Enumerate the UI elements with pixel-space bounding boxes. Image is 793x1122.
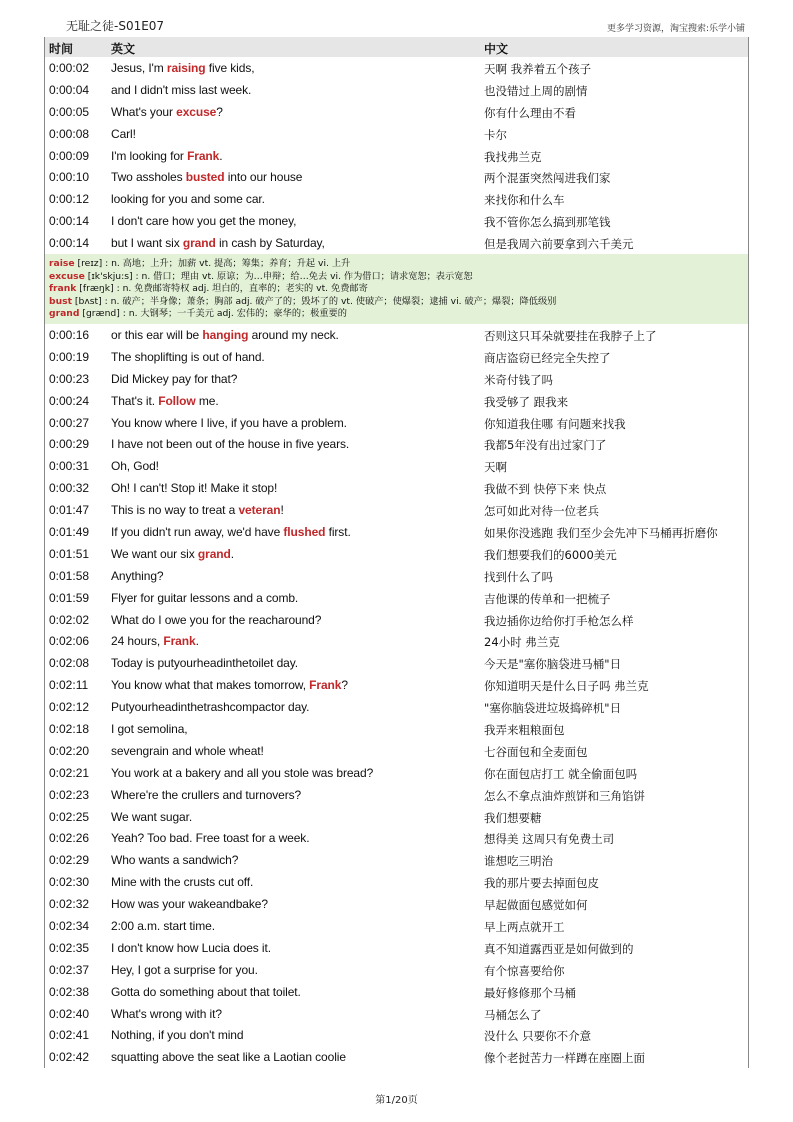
vocab-definition: [fræŋk] : n. 免费邮寄特权 adj. 坦白的，直率的；老实的 vt. 免费邮寄 [76, 283, 368, 295]
time-cell: 0:00:14 [49, 236, 90, 251]
english-text: and I didn't miss last week. [111, 82, 252, 97]
column-header-chinese: 中文 [484, 42, 509, 56]
time-cell: 0:01:58 [49, 568, 90, 583]
english-text: Nothing, if you don't mind [111, 1028, 244, 1043]
table-row [45, 1024, 748, 1046]
english-text: I'm looking for [111, 148, 188, 163]
time-cell: 0:02:26 [49, 831, 90, 846]
chinese-cell: 七谷面包和全麦面包 [484, 744, 588, 759]
table-row [45, 565, 748, 587]
english-cell [111, 481, 277, 495]
english-cell [111, 875, 253, 889]
english-cell [111, 810, 192, 824]
keyword-highlight: hanging [202, 327, 249, 342]
table-row [45, 521, 748, 543]
time-cell: 0:00:12 [49, 192, 90, 207]
english-text: The shoplifting is out of hand. [111, 349, 265, 364]
chinese-cell: 我们想要糖 [484, 810, 542, 825]
english-text: Two assholes [111, 170, 186, 185]
keyword-highlight: busted [185, 170, 225, 185]
english-cell [111, 656, 298, 670]
english-cell [111, 503, 284, 517]
table-row [45, 1046, 748, 1068]
time-cell: 0:02:23 [49, 787, 90, 802]
time-cell: 0:02:02 [49, 612, 90, 627]
english-cell [111, 985, 301, 999]
time-cell: 0:00:09 [49, 148, 90, 163]
keyword-highlight: Frank [187, 148, 220, 163]
chinese-cell: 怎可如此对待一位老兵 [484, 504, 599, 519]
table-row [45, 674, 748, 696]
time-cell: 0:01:51 [49, 546, 90, 561]
time-cell: 0:02:12 [49, 700, 90, 715]
english-text: into our house [224, 170, 303, 185]
time-cell: 0:01:59 [49, 590, 90, 605]
time-cell: 0:02:11 [49, 678, 89, 693]
time-cell: 0:02:08 [49, 656, 90, 671]
table-row [45, 762, 748, 784]
keyword-highlight: Frank [309, 678, 342, 693]
english-cell [111, 170, 302, 184]
subtitle-table [44, 37, 749, 1068]
english-text: ? [341, 678, 348, 693]
english-cell [111, 328, 339, 342]
keyword-highlight: Frank [163, 634, 196, 649]
document-header-title: 无耻之徒-S01E07 [66, 19, 165, 33]
keyword-highlight: flushed [283, 525, 326, 539]
time-cell: 0:02:18 [49, 722, 90, 737]
table-row [45, 101, 748, 123]
time-cell: 0:02:25 [49, 809, 90, 824]
time-cell: 0:00:32 [49, 481, 90, 496]
table-row [45, 587, 748, 609]
time-cell: 0:00:23 [49, 371, 90, 386]
time-cell: 0:02:06 [49, 634, 90, 649]
time-cell: 0:00:29 [49, 437, 90, 452]
chinese-cell: 像个老挝苦力一样蹲在座圈上面 [484, 1051, 645, 1066]
english-text: What do I owe you for the reacharound? [111, 612, 322, 627]
english-text: me. [195, 393, 219, 408]
chinese-cell: 想得美 这周只有免费土司 [484, 832, 615, 847]
english-cell [111, 788, 301, 802]
table-row [45, 455, 748, 477]
table-row [45, 57, 748, 79]
table-rows-part1 [45, 57, 748, 254]
chinese-cell: 有个惊喜要给你 [484, 963, 565, 978]
table-row [45, 346, 748, 368]
chinese-cell: 我受够了 跟我来 [484, 394, 569, 409]
english-cell [111, 192, 265, 206]
table-row [45, 871, 748, 893]
chinese-cell: 否则这只耳朵就要挂在我脖子上了 [484, 328, 657, 343]
english-text: Anything? [111, 568, 164, 583]
vocabulary-box [45, 254, 748, 324]
english-text: Oh, God! [111, 459, 159, 474]
vocab-definition: [grænd] : n. 大钢琴；一千美元 adj. 宏伟的；豪华的；极重要的 [79, 308, 347, 320]
time-cell: 0:00:14 [49, 214, 90, 229]
table-row [45, 849, 748, 871]
english-text: Hey, I got a surprise for you. [111, 962, 258, 977]
chinese-cell: 我做不到 快停下来 快点 [484, 482, 607, 497]
chinese-cell: 你在面包店打工 就全偷面包吗 [484, 766, 638, 781]
time-cell: 0:00:31 [49, 459, 90, 474]
table-row [45, 412, 748, 434]
english-text: in cash by Saturday, [215, 236, 325, 251]
time-cell: 0:00:04 [49, 82, 90, 97]
english-text: sevengrain and whole wheat! [111, 743, 264, 758]
chinese-cell: "塞你脑袋进垃圾捣碎机"日 [484, 701, 622, 716]
english-cell [111, 722, 188, 736]
english-text: Mine with the crusts cut off. [111, 875, 254, 890]
time-cell: 0:01:49 [49, 525, 90, 539]
time-cell: 0:02:38 [49, 984, 90, 999]
chinese-cell: 米奇付钱了吗 [484, 372, 553, 387]
keyword-highlight: grand [182, 236, 216, 251]
english-cell [111, 678, 348, 692]
time-cell: 0:02:34 [49, 919, 90, 934]
english-cell [111, 853, 238, 867]
english-text: We want our six [111, 546, 198, 561]
time-cell: 0:00:05 [49, 104, 90, 119]
chinese-cell: 怎么不拿点油炸煎饼和三角馅饼 [484, 788, 645, 803]
chinese-cell: 我不管你怎么搞到那笔钱 [484, 215, 611, 230]
chinese-cell: 找到什么了吗 [484, 569, 553, 584]
time-cell: 0:02:40 [49, 1006, 90, 1021]
chinese-cell: 我们想要我们的6000美元 [484, 547, 617, 562]
english-text: I don't know how Lucia does it. [111, 940, 271, 955]
chinese-cell: 天啊 我养着五个孩子 [484, 62, 592, 76]
english-text: . [219, 148, 223, 163]
english-cell [111, 149, 222, 163]
english-text: 2:00 a.m. start time. [111, 919, 215, 934]
time-cell: 0:02:35 [49, 940, 90, 955]
english-text: What's your [111, 104, 177, 119]
english-cell [111, 941, 271, 955]
chinese-cell: 你知道我住哪 有问题来找我 [484, 416, 626, 431]
table-row [45, 477, 748, 499]
time-cell: 0:02:21 [49, 765, 90, 780]
vocab-word: bust [49, 295, 72, 307]
english-cell [111, 394, 219, 408]
english-text: Flyer for guitar lessons and a comb. [111, 590, 299, 605]
chinese-cell: 来找你和什么车 [484, 193, 565, 208]
table-row [45, 543, 748, 565]
table-row [45, 937, 748, 959]
chinese-cell: 早上两点就开工 [484, 920, 565, 935]
english-cell [111, 236, 325, 250]
table-row [45, 210, 748, 232]
english-text: You know what that makes tomorrow, [111, 678, 310, 693]
english-cell [111, 83, 251, 97]
chinese-cell: 谁想吃三明治 [484, 854, 553, 869]
english-text: looking for you and some car. [111, 192, 265, 207]
english-cell [111, 1028, 243, 1042]
english-text: I don't care how you get the money, [111, 214, 297, 229]
vocab-definition: [bʌst] : n. 破产；半身像；萧条；胸部 adj. 破产了的；毁坏了的 vt. 使破产；使爆裂；逮捕 vi. 破产；爆裂；降低级别 [71, 295, 557, 307]
english-cell [111, 1007, 222, 1021]
english-text: ? [216, 104, 223, 119]
english-cell [111, 459, 159, 473]
english-cell [111, 613, 321, 627]
english-text: I have not been out of the house in five years. [111, 437, 350, 452]
english-text: or this ear will be [111, 327, 203, 342]
english-cell [111, 569, 163, 583]
english-text: around my neck. [248, 327, 339, 342]
table-rows-part2 [45, 324, 748, 1068]
chinese-cell: 我找弗兰克 [484, 149, 542, 164]
chinese-cell: 马桶怎么了 [484, 1007, 542, 1022]
english-text: squatting above the seat like a Laotian coolie [111, 1050, 346, 1065]
time-cell: 0:02:41 [49, 1028, 90, 1043]
table-row [45, 696, 748, 718]
time-cell: 0:02:37 [49, 962, 90, 977]
keyword-highlight: grand [197, 546, 231, 561]
english-cell [111, 591, 298, 605]
table-row [45, 145, 748, 167]
english-text: We want sugar. [111, 809, 193, 824]
english-text: 24 hours, [111, 634, 164, 649]
english-cell [111, 897, 268, 911]
chinese-cell: 我弄来粗粮面包 [484, 723, 565, 738]
chinese-cell: 没什么 只要你不介意 [484, 1029, 592, 1044]
english-text: . [195, 634, 199, 649]
time-cell: 0:02:30 [49, 875, 90, 890]
time-cell: 0:00:24 [49, 393, 90, 408]
vocab-definition: [reɪz] : n. 高地；上升；加薪 vt. 提高；筹集；养育；升起 vi. 上升 [74, 258, 351, 270]
chinese-cell: 卡尔 [484, 127, 507, 142]
chinese-cell: 真不知道露西亚是如何做到的 [484, 941, 634, 956]
english-cell [111, 525, 351, 539]
english-cell [111, 744, 264, 758]
vocab-word: frank [49, 283, 77, 295]
table-row [45, 609, 748, 631]
chinese-cell: 但是我周六前要拿到六千美元 [484, 237, 634, 252]
english-cell [111, 1050, 346, 1064]
english-cell [111, 919, 215, 933]
table-row [45, 433, 748, 455]
table-row [45, 915, 748, 937]
vocab-entry [49, 283, 744, 296]
page-number: 第1/20页 [375, 1095, 418, 1106]
keyword-highlight: raising [166, 61, 206, 75]
english-text: What's wrong with it? [111, 1006, 222, 1021]
english-text: Oh! I can't! Stop it! Make it stop! [111, 481, 278, 496]
table-row [45, 806, 748, 828]
english-cell [111, 61, 254, 75]
table-row [45, 79, 748, 101]
chinese-cell: 天啊 [484, 460, 507, 475]
english-text: That's it. [111, 393, 159, 408]
english-text: first. [325, 525, 351, 539]
table-header [45, 37, 748, 57]
english-cell [111, 416, 347, 430]
time-cell: 0:02:29 [49, 853, 90, 868]
time-cell: 0:02:32 [49, 897, 90, 912]
time-cell: 0:02:42 [49, 1050, 90, 1065]
english-cell [111, 634, 199, 648]
chinese-cell: 我的那片要去掉面包皮 [484, 876, 599, 891]
english-cell [111, 831, 309, 845]
document-header-note: 更多学习资源，淘宝搜索:乐学小铺 [606, 24, 745, 34]
column-header-time: 时间 [49, 42, 74, 56]
table-row [45, 324, 748, 346]
english-text: Yeah? Too bad. Free toast for a week. [111, 831, 310, 846]
time-cell: 0:00:19 [49, 349, 90, 364]
english-text: Who wants a sandwich? [111, 853, 239, 868]
english-cell [111, 105, 223, 119]
english-text: Carl! [111, 126, 136, 141]
vocab-entry [49, 258, 744, 271]
english-text: Today is putyourheadinthetoilet day. [111, 656, 298, 671]
chinese-cell: 最好修修那个马桶 [484, 985, 576, 1000]
chinese-cell: 我都5年没有出过家门了 [484, 438, 607, 453]
table-row [45, 893, 748, 915]
table-row [45, 981, 748, 1003]
english-cell [111, 372, 237, 386]
english-cell [111, 700, 309, 714]
chinese-cell: 我边插你边给你打手枪怎么样 [484, 613, 634, 628]
english-cell [111, 547, 234, 561]
table-row [45, 123, 748, 145]
time-cell: 0:00:10 [49, 170, 90, 185]
english-text: I got semolina, [111, 722, 188, 737]
keyword-highlight: Follow [158, 393, 196, 408]
time-cell: 0:02:20 [49, 743, 90, 758]
time-cell: 0:00:16 [49, 327, 90, 342]
vocab-entry [49, 296, 744, 309]
english-text: If you didn't run away, we'd have [111, 525, 284, 539]
table-row [45, 630, 748, 652]
english-text: You know where I live, if you have a problem. [111, 415, 347, 430]
table-row [45, 390, 748, 412]
table-row [45, 499, 748, 521]
english-text: You work at a bakery and all you stole was bread? [111, 765, 374, 780]
vocab-word: raise [49, 258, 75, 270]
english-text: Did Mickey pay for that? [111, 371, 238, 386]
chinese-cell: 商店盗窃已经完全失控了 [484, 350, 611, 365]
english-cell [111, 127, 136, 141]
english-text: ! [280, 503, 284, 518]
english-cell [111, 437, 349, 451]
table-row [45, 784, 748, 806]
chinese-cell: 如果你没逃跑 我们至少会先冲下马桶再折磨你 [484, 526, 718, 540]
table-row [45, 188, 748, 210]
table-row [45, 1003, 748, 1025]
vocab-entry [49, 271, 744, 284]
chinese-cell: 你知道明天是什么日子吗 弗兰克 [484, 679, 649, 694]
chinese-cell: 你有什么理由不看 [484, 105, 576, 120]
english-text: Where're the crullers and turnovers? [111, 787, 302, 802]
table-row [45, 368, 748, 390]
vocab-definition: [ɪk'skju:s] : n. 借口；理由 vt. 原谅；为…申辩；给…免去 vi. 作为借口；请求宽恕；表示宽恕 [84, 270, 473, 282]
time-cell: 0:01:47 [49, 503, 90, 518]
chinese-cell: 两个混蛋突然闯进我们家 [484, 171, 611, 186]
vocab-word: grand [49, 308, 80, 320]
table-row [45, 827, 748, 849]
time-cell: 0:00:27 [49, 415, 90, 430]
vocab-word: excuse [49, 270, 85, 282]
column-header-english: 英文 [111, 42, 136, 56]
english-text: How was your wakeandbake? [111, 897, 268, 912]
chinese-cell: 24小时 弗兰克 [484, 635, 560, 650]
time-cell: 0:00:02 [49, 61, 90, 75]
chinese-cell: 早起做面包感觉如何 [484, 898, 588, 913]
english-text: . [230, 546, 234, 561]
chinese-cell: 今天是"塞你脑袋进马桶"日 [484, 657, 622, 672]
english-text: Putyourheadinthetrashcompactor day. [111, 700, 310, 715]
table-row [45, 718, 748, 740]
english-text: five kids, [205, 61, 255, 75]
english-cell [111, 963, 258, 977]
table-row [45, 166, 748, 188]
english-text: but I want six [111, 236, 183, 251]
english-text: Gotta do something about that toilet. [111, 984, 301, 999]
chinese-cell: 也没错过上周的剧情 [484, 83, 588, 98]
vocab-entry [49, 308, 744, 321]
table-row [45, 232, 748, 254]
table-row [45, 740, 748, 762]
keyword-highlight: veteran [238, 503, 281, 518]
english-cell [111, 766, 373, 780]
chinese-cell: 吉他课的传单和一把梳子 [484, 591, 611, 606]
english-text: This is no way to treat a [111, 503, 239, 518]
english-cell [111, 350, 265, 364]
table-row [45, 652, 748, 674]
english-cell [111, 214, 296, 228]
keyword-highlight: excuse [176, 104, 217, 119]
table-row [45, 959, 748, 981]
english-text: Jesus, I'm [111, 61, 167, 75]
time-cell: 0:00:08 [49, 126, 90, 141]
